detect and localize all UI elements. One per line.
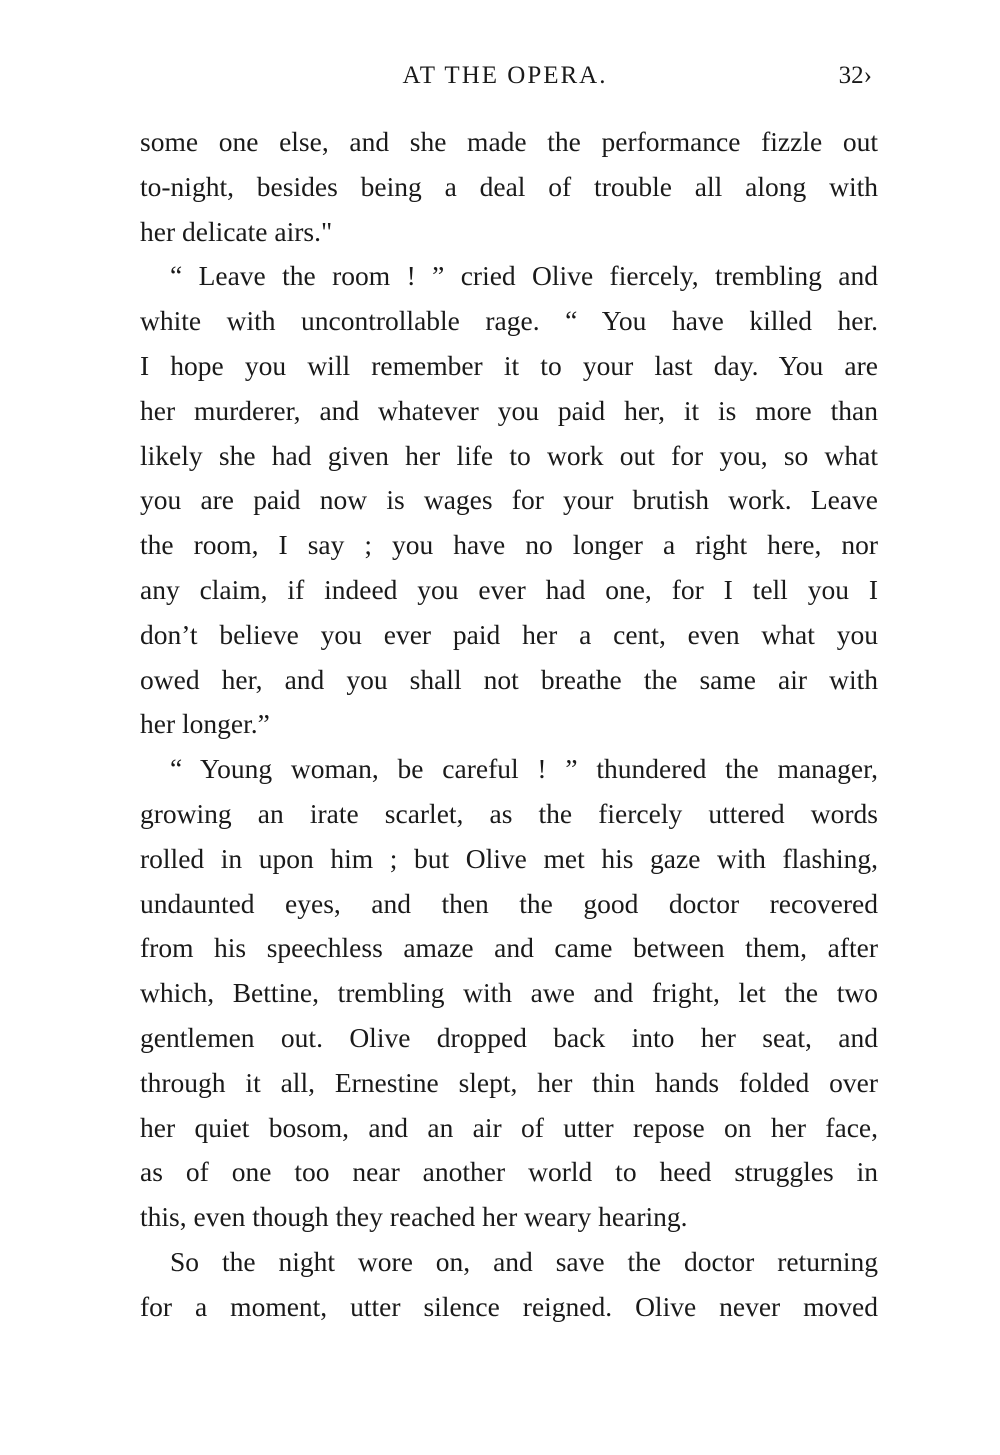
text-line: So the night wore on, and save the doctor returning [170,1245,878,1277]
text-line: some one else, and she made the performance fizzle out [140,126,878,157]
text-line: rolled in upon him ; but Olive met his gaze with flashing, [140,842,878,874]
paragraph-4 [140,1240,878,1330]
body-text [140,120,878,1330]
text-line: growing an irate scarlet, as the fiercely uttered words [140,797,878,829]
running-head [0,56,1000,96]
text-line: from his speechless amaze and came between them, after [140,932,878,964]
text-line: her longer.” [140,708,270,740]
text-line: this, even though they reached her weary hearing. [140,1201,688,1233]
text-line: undaunted eyes, and then the good doctor recovered [140,887,878,919]
paragraph-3 [140,747,878,1240]
text-line: any claim, if indeed you ever had one, for I tell you I [140,573,878,605]
page-number: 32› [838,62,872,89]
text-line: her delicate airs." [140,215,333,247]
text-line: don’t believe you ever paid her a cent, even what you [140,618,878,650]
running-title: AT THE OPERA. [402,62,608,89]
text-line: “ Young woman, be careful ! ” thundered the manager, [170,753,878,785]
text-line: the room, I say ; you have no longer a right here, nor [140,529,878,561]
paragraph-2 [140,254,878,747]
text-line: for a moment, utter silence reigned. Olive never moved [140,1290,878,1322]
text-line: which, Bettine, trembling with awe and fright, let the two [140,977,878,1009]
text-line: likely she had given her life to work out for you, so what [140,439,878,471]
text-line: owed her, and you shall not breathe the same air with [140,663,878,695]
text-line: through it all, Ernestine slept, her thin hands folded over [140,1066,878,1098]
text-line: I hope you will remember it to your last day. You are [140,349,878,381]
text-line: her quiet bosom, and an air of utter repose on her face, [140,1111,878,1143]
text-line: “ Leave the room ! ” cried Olive fiercely, trembling and [170,260,878,292]
text-line: gentlemen out. Olive dropped back into her seat, and [140,1021,878,1053]
text-line: you are paid now is wages for your brutish work. Leave [140,484,878,516]
text-line: to-night, besides being a deal of trouble all along with [140,170,878,202]
paragraph-1 [140,120,878,254]
text-line: as of one too near another world to heed struggles in [140,1156,878,1188]
text-line: white with uncontrollable rage. “ You have killed her. [140,305,878,337]
text-line: her murderer, and whatever you paid her, it is more than [140,394,878,426]
